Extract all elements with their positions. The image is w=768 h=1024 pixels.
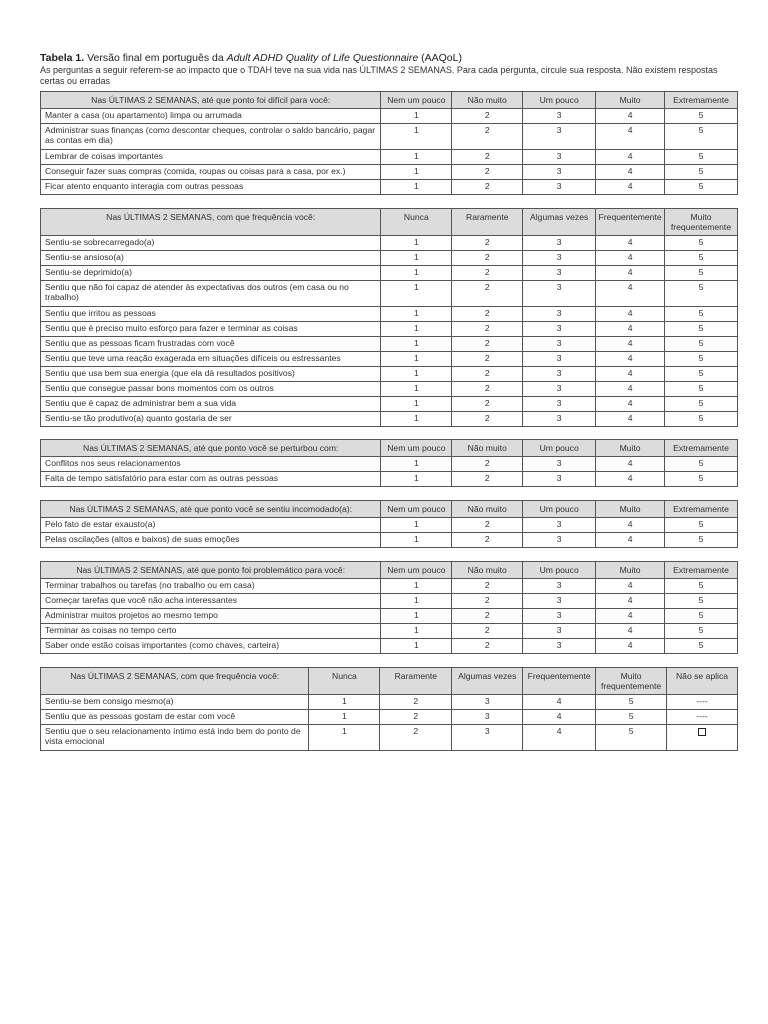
question-text: Começar tarefas que você não acha interessantes [41,594,381,609]
response-option[interactable]: 3 [523,124,596,150]
response-option[interactable]: 2 [452,337,523,352]
response-option[interactable]: 4 [523,725,596,751]
response-option[interactable]: 3 [452,725,523,751]
question-row [41,695,738,710]
question-row [41,367,738,382]
response-option[interactable]: 1 [381,307,452,322]
question-row [41,109,738,124]
response-option[interactable]: 3 [523,457,596,472]
response-option[interactable]: 3 [452,710,523,725]
response-option[interactable]: 5 [665,367,738,382]
caption-text: Versão final em português da [84,52,227,64]
response-option[interactable]: 2 [452,397,523,412]
response-option[interactable]: 3 [523,337,596,352]
response-option[interactable]: 4 [596,352,665,367]
response-option[interactable]: 5 [665,382,738,397]
question-row [41,281,738,307]
response-option[interactable]: 3 [523,367,596,382]
option-header: Raramente [380,668,452,695]
response-option[interactable]: 3 [523,533,596,548]
response-option[interactable]: 5 [665,472,738,487]
response-option[interactable]: 2 [452,609,523,624]
response-option[interactable]: 3 [523,397,596,412]
response-option[interactable]: 4 [596,124,665,150]
response-option[interactable]: 3 [523,472,596,487]
question-row [41,307,738,322]
response-option[interactable]: 4 [596,150,665,165]
question-table [40,439,738,487]
response-option[interactable]: 1 [381,322,452,337]
question-row [41,457,738,472]
question-row [41,624,738,639]
response-option[interactable]: 2 [452,412,523,427]
option-header: Muito [596,501,665,518]
response-option[interactable]: 3 [523,165,596,180]
section-header: Nas ÚLTIMAS 2 SEMANAS, até que ponto você se perturbou com: [41,440,381,457]
response-option[interactable]: 4 [596,281,665,307]
response-option[interactable]: 4 [596,266,665,281]
response-option[interactable]: 1 [381,624,452,639]
question-text: Sentiu que consegue passar bons momentos com os outros [41,382,381,397]
question-text: Administrar suas finanças (como descontar cheques, controlar o saldo bancário, pagar as contas em dia) [41,124,381,150]
response-option[interactable]: 5 [665,594,738,609]
option-header: Nem um pouco [381,92,452,109]
response-option[interactable]: 3 [523,609,596,624]
option-header: Algumas vezes [452,668,523,695]
response-option[interactable]: 3 [523,518,596,533]
caption-label: Tabela 1. [40,52,85,64]
question-row [41,382,738,397]
option-header: Muito [596,440,665,457]
response-option[interactable]: 4 [596,337,665,352]
response-option[interactable]: ---- [667,695,738,710]
caption-questionnaire-title: Adult ADHD Quality of Life Questionnaire [226,52,419,64]
response-option[interactable]: 5 [665,624,738,639]
question-text: Conflitos nos seus relacionamentos [41,457,381,472]
response-option[interactable]: 1 [309,710,380,725]
response-option[interactable]: 1 [381,594,452,609]
response-option[interactable]: 5 [665,639,738,654]
response-option[interactable]: 5 [665,150,738,165]
caption-abbrev: (AAQoL) [418,52,462,64]
option-header: Frequentemente [523,668,596,695]
question-text: Sentiu que as pessoas gostam de estar com você [41,710,309,725]
response-option[interactable]: 2 [380,695,452,710]
question-row [41,322,738,337]
response-option[interactable]: 2 [452,382,523,397]
response-option[interactable]: 5 [665,412,738,427]
question-row [41,165,738,180]
response-option[interactable]: 4 [596,236,665,251]
response-option[interactable]: 3 [523,624,596,639]
option-header: Extremamente [665,501,738,518]
response-option[interactable]: 2 [380,710,452,725]
section-header: Nas ÚLTIMAS 2 SEMANAS, com que frequência você: [41,668,309,695]
question-table [40,208,738,427]
response-option[interactable]: 1 [381,109,452,124]
response-option[interactable]: 2 [452,518,523,533]
option-header: Não muito [452,501,523,518]
response-option[interactable]: 1 [381,251,452,266]
response-option[interactable]: 1 [381,397,452,412]
question-row [41,533,738,548]
question-table [40,91,738,195]
response-option[interactable]: 3 [523,594,596,609]
table-caption [40,52,738,64]
question-row [41,710,738,725]
response-option[interactable]: 2 [452,109,523,124]
question-row [41,412,738,427]
option-header: Nem um pouco [381,501,452,518]
question-text: Ficar atento enquanto interagia com outras pessoas [41,180,381,195]
response-option[interactable]: 3 [523,382,596,397]
question-row [41,725,738,751]
option-header: Um pouco [523,562,596,579]
response-option[interactable]: 5 [665,518,738,533]
response-option[interactable]: 5 [665,322,738,337]
option-header: Extremamente [665,562,738,579]
response-option[interactable]: 3 [523,322,596,337]
response-option[interactable]: 2 [452,367,523,382]
response-option[interactable]: 2 [452,236,523,251]
response-option[interactable]: 4 [523,695,596,710]
question-row [41,639,738,654]
response-option[interactable]: 2 [452,579,523,594]
question-row [41,594,738,609]
option-header: Um pouco [523,501,596,518]
response-option[interactable]: 3 [523,579,596,594]
question-row [41,518,738,533]
question-row [41,180,738,195]
response-option[interactable]: 5 [665,337,738,352]
question-text: Sentiu-se bem consigo mesmo(a) [41,695,309,710]
response-option[interactable]: 2 [452,266,523,281]
response-option[interactable]: 3 [523,251,596,266]
response-option[interactable]: 1 [381,124,452,150]
question-text: Falta de tempo satisfatório para estar com as outras pessoas [41,472,381,487]
instructions-text: As perguntas a seguir referem-se ao impacto que o TDAH teve na sua vida nas ÚLTIMAS 2 SEMANAS. Para cada pergunta, circule sua resposta. Não existem respostas certas ou erradas [40,65,718,86]
response-option[interactable]: 4 [596,624,665,639]
question-text: Conseguir fazer suas compras (comida, roupas ou coisas para a casa, por ex.) [41,165,381,180]
option-header: Nunca [381,209,452,236]
response-option[interactable]: 5 [665,109,738,124]
question-text: Manter a casa (ou apartamento) limpa ou arrumada [41,109,381,124]
questionnaire-tables [40,91,738,751]
option-header: Raramente [452,209,523,236]
response-option[interactable]: 2 [452,307,523,322]
response-option[interactable]: 4 [596,322,665,337]
response-option[interactable]: 3 [523,281,596,307]
response-option[interactable]: 4 [596,109,665,124]
response-option[interactable]: 4 [596,165,665,180]
response-option[interactable]: ---- [667,710,738,725]
option-header: Muito [596,92,665,109]
response-option[interactable]: 3 [523,150,596,165]
question-text: Sentiu que as pessoas ficam frustradas com você [41,337,381,352]
option-header: Nem um pouco [381,440,452,457]
response-option[interactable]: 1 [381,352,452,367]
response-option[interactable]: 2 [452,352,523,367]
response-option[interactable]: 4 [596,472,665,487]
response-option[interactable]: 2 [452,457,523,472]
response-option[interactable]: 2 [452,251,523,266]
question-row [41,352,738,367]
question-row [41,579,738,594]
question-text: Terminar as coisas no tempo certo [41,624,381,639]
option-header: Nem um pouco [381,562,452,579]
response-option[interactable]: 4 [596,457,665,472]
response-option[interactable]: 1 [381,518,452,533]
option-header: Nunca [309,668,380,695]
response-option[interactable]: 4 [596,518,665,533]
question-row [41,236,738,251]
response-option[interactable]: 5 [665,352,738,367]
response-option[interactable]: 1 [381,165,452,180]
response-option[interactable]: 5 [665,251,738,266]
response-option[interactable]: 2 [452,281,523,307]
question-row [41,397,738,412]
option-header: Muito frequentemente [665,209,738,236]
question-text: Sentiu que não foi capaz de atender às expectativas dos outros (em casa ou no trabalho) [41,281,381,307]
question-text: Sentiu-se deprimido(a) [41,266,381,281]
question-text: Sentiu que é capaz de administrar bem a sua vida [41,397,381,412]
response-option[interactable]: 1 [381,579,452,594]
option-header: Não muito [452,92,523,109]
response-option[interactable]: 3 [523,307,596,322]
option-header: Algumas vezes [523,209,596,236]
response-option[interactable]: 3 [523,180,596,195]
response-option[interactable]: 5 [596,710,667,725]
response-option[interactable]: 5 [665,533,738,548]
question-row [41,266,738,281]
question-text: Lembrar de coisas importantes [41,150,381,165]
question-text: Administrar muitos projetos ao mesmo tempo [41,609,381,624]
question-text: Sentiu que usa bem sua energia (que ela dá resultados positivos) [41,367,381,382]
response-option[interactable]: 4 [596,367,665,382]
option-header: Não se aplica [667,668,738,695]
response-option[interactable]: 1 [381,150,452,165]
response-option[interactable]: 5 [665,307,738,322]
response-option[interactable]: 5 [665,457,738,472]
response-option[interactable]: 5 [596,725,667,751]
option-header: Frequentemente [596,209,665,236]
response-option[interactable]: 1 [381,236,452,251]
response-option[interactable]: 5 [665,124,738,150]
response-option[interactable]: 4 [596,579,665,594]
response-option[interactable]: 5 [665,180,738,195]
section-header: Nas ÚLTIMAS 2 SEMANAS, até que ponto você se sentiu incomodado(a): [41,501,381,518]
document-page [40,52,738,751]
response-option[interactable]: 2 [452,322,523,337]
response-option[interactable]: 4 [596,251,665,266]
response-option[interactable]: 3 [452,695,523,710]
option-header: Extremamente [665,440,738,457]
option-header: Muito frequentemente [596,668,667,695]
response-option[interactable]: 2 [452,639,523,654]
not-applicable-cell [667,725,738,751]
question-table [40,500,738,548]
question-row [41,337,738,352]
option-header: Não muito [452,562,523,579]
question-text: Sentiu-se tão produtivo(a) quanto gostaria de ser [41,412,381,427]
question-row [41,251,738,266]
response-option[interactable]: 4 [596,594,665,609]
response-option[interactable]: 4 [596,307,665,322]
response-option[interactable]: 5 [665,609,738,624]
checkbox-icon[interactable] [698,728,706,736]
option-header: Um pouco [523,92,596,109]
question-text: Saber onde estão coisas importantes (como chaves, carteira) [41,639,381,654]
response-option[interactable]: 3 [523,639,596,654]
response-option[interactable]: 5 [665,266,738,281]
response-option[interactable]: 2 [452,180,523,195]
response-option[interactable]: 3 [523,236,596,251]
response-option[interactable]: 4 [523,710,596,725]
response-option[interactable]: 1 [381,609,452,624]
question-row [41,124,738,150]
question-text: Sentiu-se ansioso(a) [41,251,381,266]
section-header: Nas ÚLTIMAS 2 SEMANAS, até que ponto foi problemático para você: [41,562,381,579]
response-option[interactable]: 4 [596,180,665,195]
response-option[interactable]: 5 [665,165,738,180]
response-option[interactable]: 4 [596,533,665,548]
response-option[interactable]: 1 [381,337,452,352]
response-option[interactable]: 2 [380,725,452,751]
response-option[interactable]: 1 [309,695,380,710]
response-option[interactable]: 2 [452,165,523,180]
response-option[interactable]: 2 [452,533,523,548]
response-option[interactable]: 5 [665,236,738,251]
question-table [40,667,738,751]
question-text: Sentiu que irritou as pessoas [41,307,381,322]
response-option[interactable]: 2 [452,624,523,639]
response-option[interactable]: 3 [523,412,596,427]
response-option[interactable]: 1 [381,472,452,487]
response-option[interactable]: 5 [665,281,738,307]
section-header: Nas ÚLTIMAS 2 SEMANAS, com que frequência você: [41,209,381,236]
response-option[interactable]: 1 [381,457,452,472]
option-header: Muito [596,562,665,579]
response-option[interactable]: 1 [381,382,452,397]
question-text: Sentiu-se sobrecarregado(a) [41,236,381,251]
option-header: Extremamente [665,92,738,109]
question-text: Terminar trabalhos ou tarefas (no trabalho ou em casa) [41,579,381,594]
question-row [41,150,738,165]
response-option[interactable]: 2 [452,594,523,609]
response-option[interactable]: 3 [523,266,596,281]
response-option[interactable]: 1 [381,412,452,427]
question-text: Pelas oscilações (altos e baixos) de suas emoções [41,533,381,548]
response-option[interactable]: 5 [665,579,738,594]
response-option[interactable]: 2 [452,150,523,165]
response-option[interactable]: 1 [381,533,452,548]
response-option[interactable]: 1 [381,266,452,281]
question-text: Sentiu que o seu relacionamento íntimo está indo bem do ponto de vista emocional [41,725,309,751]
response-option[interactable]: 1 [309,725,380,751]
question-text: Sentiu que teve uma reação exagerada em situações difíceis ou estressantes [41,352,381,367]
question-text: Sentiu que é preciso muito esforço para fazer e terminar as coisas [41,322,381,337]
response-option[interactable]: 5 [596,695,667,710]
question-table [40,561,738,654]
option-header: Não muito [452,440,523,457]
response-option[interactable]: 4 [596,397,665,412]
response-option[interactable]: 1 [381,639,452,654]
response-option[interactable]: 4 [596,609,665,624]
response-option[interactable]: 1 [381,367,452,382]
option-header: Um pouco [523,440,596,457]
response-option[interactable]: 4 [596,412,665,427]
response-option[interactable]: 4 [596,382,665,397]
section-header: Nas ÚLTIMAS 2 SEMANAS, até que ponto foi difícil para você: [41,92,381,109]
response-option[interactable]: 1 [381,180,452,195]
response-option[interactable]: 2 [452,472,523,487]
question-row [41,609,738,624]
response-option[interactable]: 4 [596,639,665,654]
response-option[interactable]: 2 [452,124,523,150]
response-option[interactable]: 3 [523,352,596,367]
question-row [41,472,738,487]
response-option[interactable]: 1 [381,281,452,307]
response-option[interactable]: 5 [665,397,738,412]
question-text: Pelo fato de estar exausto(a) [41,518,381,533]
response-option[interactable]: 3 [523,109,596,124]
